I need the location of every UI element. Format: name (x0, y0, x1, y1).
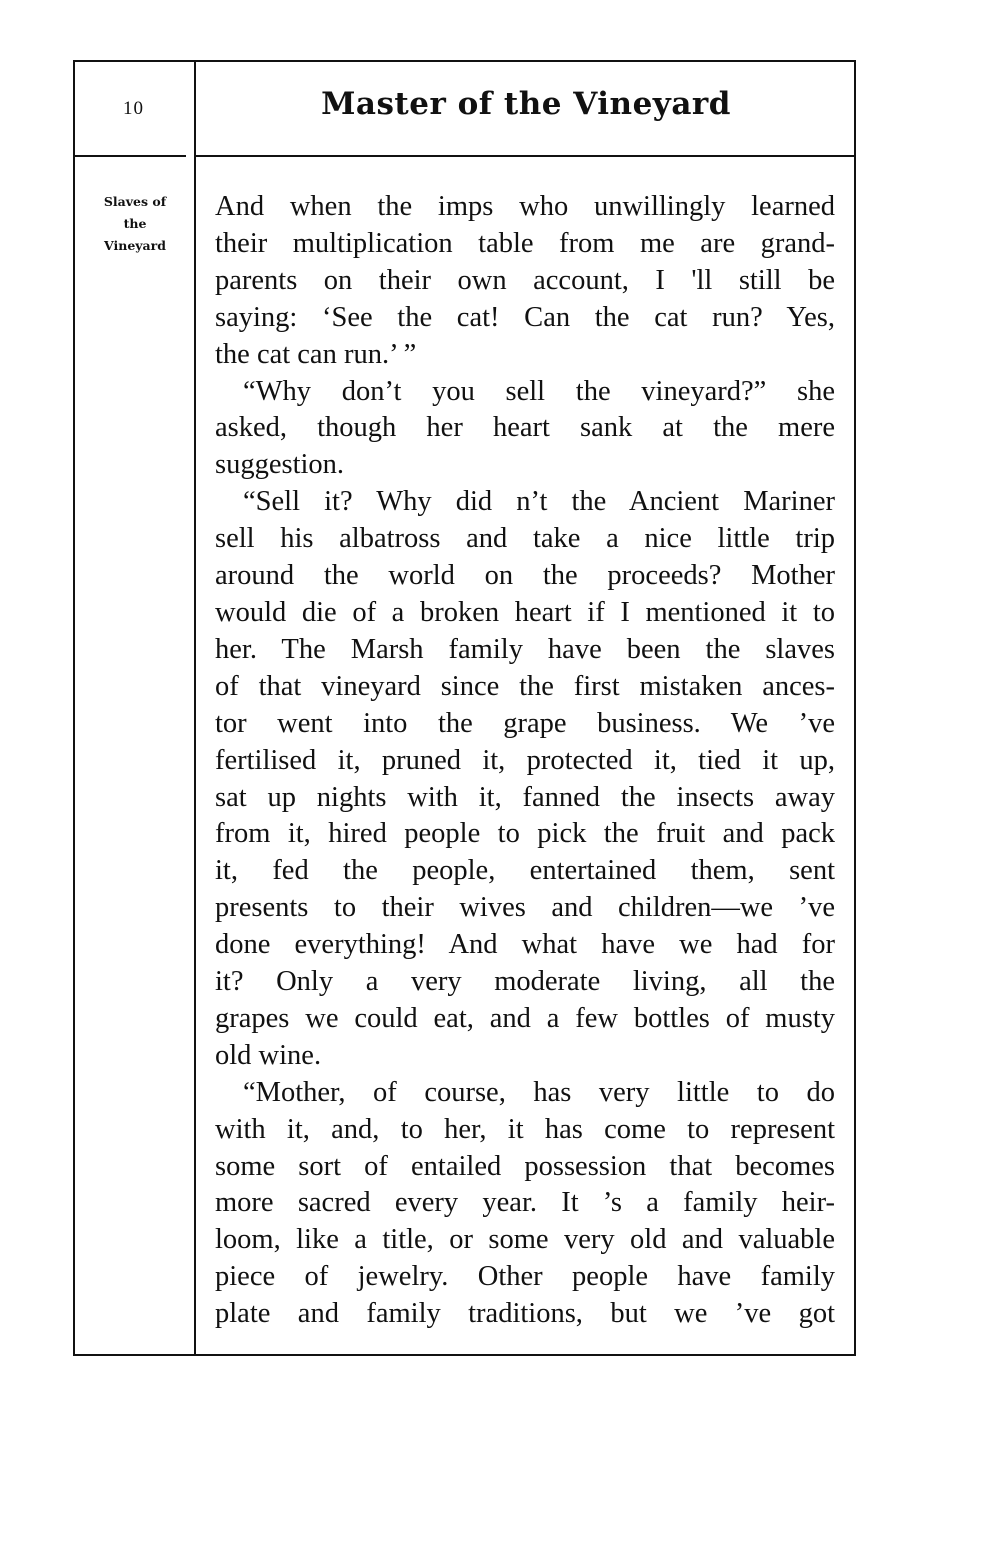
text-line: her. The Marsh family have been the slaves (215, 633, 835, 665)
text-line: it, fed the people, entertained them, sent (215, 855, 835, 887)
text-line: saying: ‘See the cat! Can the cat run? Yes, (215, 301, 835, 333)
margin-sidenote (80, 191, 190, 257)
running-title: Master of the Vineyard (321, 86, 731, 122)
text-line: “Sell it? Why did n’t the Ancient Mariner (243, 486, 835, 518)
text-line: plate and family traditions, but we ’ve got (215, 1298, 835, 1330)
header-rule-left (73, 155, 186, 157)
text-line: of that vineyard since the first mistaken ances- (215, 670, 835, 702)
text-line: around the world on the proceeds? Mother (215, 560, 835, 592)
text-line: sat up nights with it, fanned the insects away (215, 781, 835, 813)
sidenote-line: Slaves of (103, 194, 167, 209)
text-line: would die of a broken heart if I mentioned it to (215, 596, 835, 628)
text-line: it? Only a very moderate living, all the (215, 966, 835, 998)
text-line: fertilised it, pruned it, protected it, tied it up, (215, 744, 835, 776)
text-line: piece of jewelry. Other people have family (215, 1261, 835, 1293)
text-line: loom, like a title, or some very old and valuable (215, 1224, 835, 1256)
sidenote-line: Vineyard (104, 238, 166, 253)
text-line: And when the imps who unwillingly learned (215, 191, 835, 222)
text-line: “Why don’t you sell the vineyard?” she (243, 375, 835, 407)
header-rule-right (196, 155, 856, 157)
text-line: old wine. (215, 1039, 322, 1071)
text-line: the cat can run.’ ” (215, 338, 417, 370)
text-line: their multiplication table from me are grand- (215, 227, 835, 259)
text-line: presents to their wives and children—we ’ve (215, 892, 835, 924)
text-line: done everything! And what have we had for (215, 929, 835, 961)
text-line: sell his albatross and take a nice little trip (215, 523, 835, 555)
text-line: tor went into the grape business. We ’ve (215, 707, 835, 739)
text-line: with it, and, to her, it has come to represent (215, 1113, 835, 1145)
text-line: more sacred every year. It ’s a family heir- (215, 1187, 835, 1219)
margin-divider (194, 60, 196, 1356)
text-line: parents on their own account, I 'll still be (215, 264, 835, 296)
text-line: asked, though her heart sank at the mere (215, 412, 835, 444)
body-text (215, 189, 835, 1333)
page-number: 10 (123, 98, 144, 119)
sidenote-line: the (123, 216, 147, 231)
text-line: suggestion. (215, 449, 345, 481)
text-line: from it, hired people to pick the fruit and pack (215, 818, 835, 850)
text-line: “Mother, of course, has very little to do (243, 1076, 835, 1108)
text-line: some sort of entailed possession that becomes (215, 1150, 835, 1182)
text-line: grapes we could eat, and a few bottles of musty (215, 1002, 835, 1034)
